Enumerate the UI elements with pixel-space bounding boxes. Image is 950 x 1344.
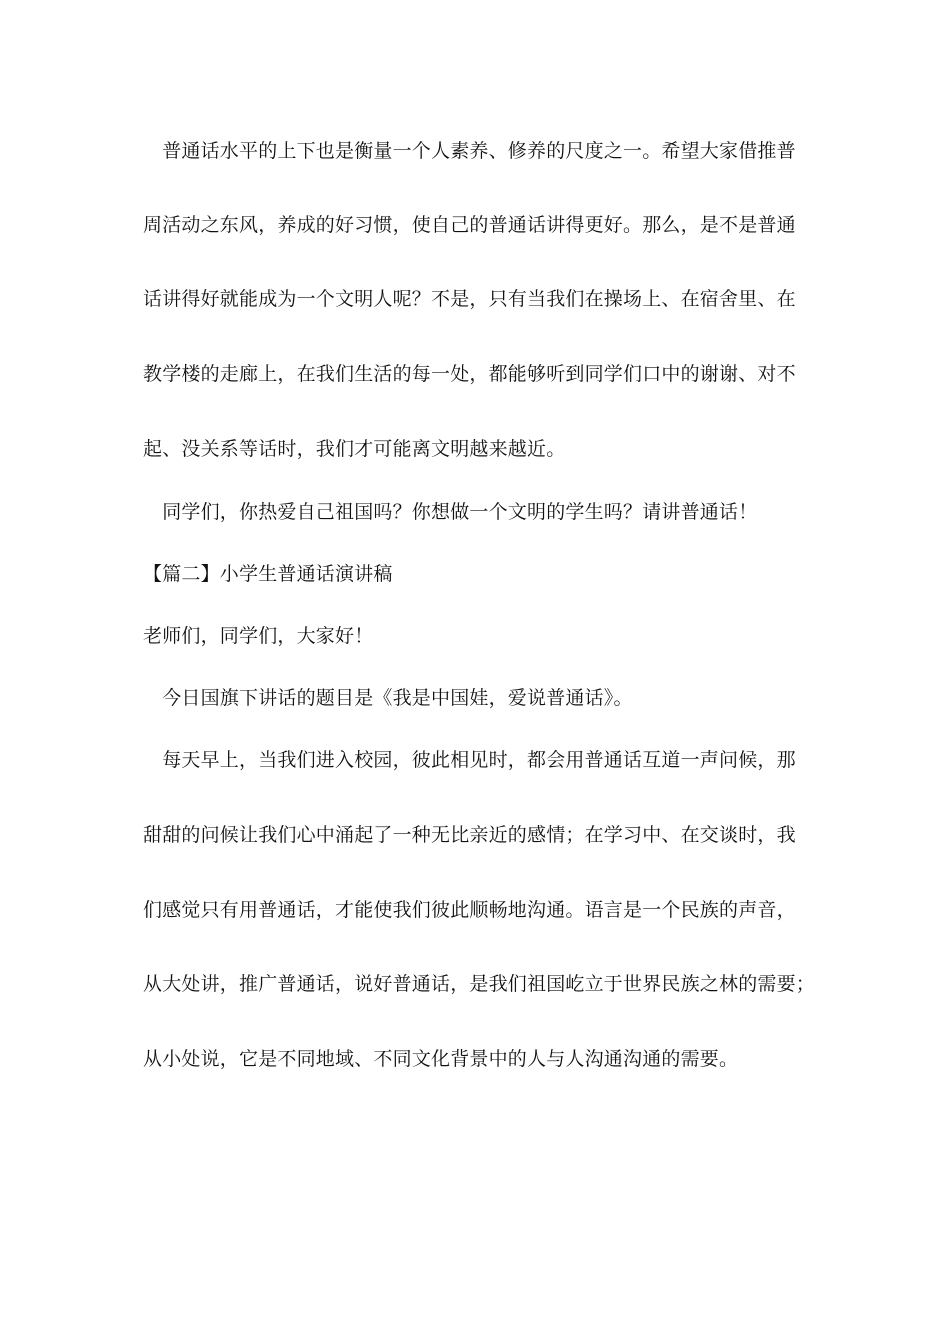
paragraph4-line-2: 甜甜的问候让我们心中涌起了一种无比亲近的感情；在学习中、在交谈时，我	[143, 824, 796, 846]
paragraph4-line-5: 从小处说，它是不同地域、不同文化背景中的人与人沟通沟通的需要。	[143, 1048, 739, 1070]
paragraph1-line-3: 话讲得好就能成为一个文明人呢？不是，只有当我们在操场上、在宿舍里、在	[143, 288, 796, 310]
paragraph4-line-4: 从大处讲，推广普通话，说好普通话，是我们祖国屹立于世界民族之林的需要；	[143, 973, 816, 995]
paragraph1-line-1: 普通话水平的上下也是衡量一个人素养、修养的尺度之一。希望大家借推普	[143, 140, 796, 162]
paragraph3: 今日国旗下讲话的题目是《我是中国娃，爱说普通话》。	[143, 687, 633, 709]
section-heading: 【篇二】小学生普通话演讲稿	[143, 563, 393, 585]
paragraph4-line-1: 每天早上，当我们进入校园，彼此相见时，都会用普通话互道一声问候，那	[143, 749, 796, 771]
paragraph2: 同学们，你热爱自己祖国吗？你想做一个文明的学生吗？请讲普通话！	[143, 501, 758, 523]
paragraph4-line-3: 们感觉只有用普通话，才能使我们彼此顺畅地沟通。语言是一个民族的声音，	[143, 899, 796, 921]
paragraph1-line-4: 教学楼的走廊上，在我们生活的每一处，都能够听到同学们口中的谢谢、对不	[143, 363, 796, 385]
greeting: 老师们，同学们，大家好！	[143, 625, 374, 647]
paragraph1-line-5: 起、没关系等话时，我们才可能离文明越来越近。	[143, 438, 566, 460]
paragraph1-line-2: 周活动之东风，养成的好习惯，使自己的普通话讲得更好。那么，是不是普通	[143, 214, 796, 236]
